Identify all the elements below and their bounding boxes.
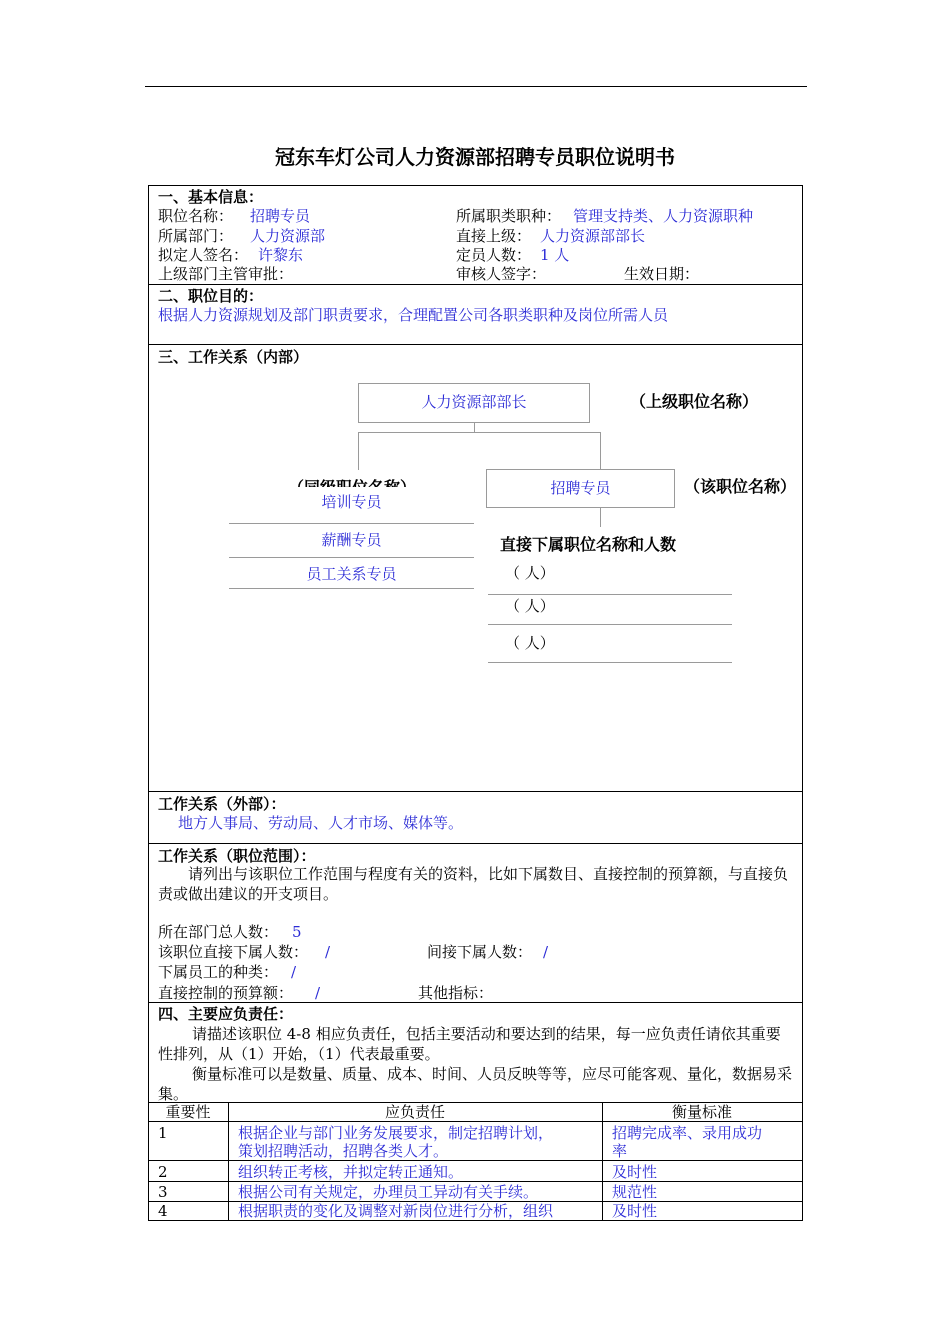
- section-divider: [148, 344, 802, 345]
- row-responsibility: 根据企业与部门业务发展要求，制定招聘计划，: [238, 1124, 554, 1142]
- effective-date-label: 生效日期：: [624, 265, 700, 283]
- approval-label: 上级部门主管审批：: [158, 265, 294, 283]
- direct-subordinates-value: /: [325, 943, 331, 961]
- department-value: 人力资源部: [250, 227, 326, 245]
- category-value: 管理支持类、人力资源职种: [573, 207, 754, 225]
- org-connector: [358, 432, 359, 470]
- row-standard-cont: 率: [612, 1142, 628, 1160]
- subordinate-item: （ 人）: [505, 564, 555, 582]
- peer-divider: [229, 588, 474, 589]
- peer-item: 员工关系专员: [306, 565, 397, 583]
- row-rank: 2: [158, 1163, 168, 1181]
- budget-value: /: [315, 984, 321, 1002]
- table-left-border: [148, 185, 149, 1221]
- department-label: 所属部门：: [158, 227, 234, 245]
- external-relations-text: 地方人事局、劳动局、人才市场、媒体等。: [178, 814, 464, 832]
- indirect-subordinates-value: /: [543, 943, 549, 961]
- org-connector: [600, 432, 601, 470]
- row-responsibility-cont: 策划招聘活动，招聘各类人才。: [238, 1142, 449, 1160]
- peer-divider: [229, 557, 474, 558]
- column-header-importance: 重要性: [165, 1103, 211, 1121]
- section-divider: [148, 284, 802, 285]
- self-position-box: 招聘专员: [486, 469, 675, 508]
- header-rule: [145, 86, 807, 87]
- scope-heading: 工作关系（职位范围）：: [158, 847, 316, 865]
- position-name-label: 职位名称：: [158, 207, 234, 225]
- table-right-border: [802, 185, 803, 1221]
- scope-intro: 请列出与该职位工作范围与程度有关的资料，比如下属数目、直接控制的预算额，与直接负责或做出建议的开支项目。: [158, 865, 789, 903]
- row-rank: 1: [158, 1124, 168, 1142]
- row-responsibility: 根据公司有关规定，办理员工异动有关手续。: [238, 1183, 539, 1201]
- purpose-text: 根据人力资源规划及部门职责要求，合理配置公司各职类职种及岗位所需人员: [158, 306, 669, 324]
- category-label: 所属职类职种：: [456, 207, 562, 225]
- position-name-value: 招聘专员: [250, 207, 311, 225]
- subordinate-divider: [488, 594, 732, 595]
- row-responsibility: 根据职责的变化及调整对新岗位进行分析，组织: [238, 1202, 554, 1220]
- row-standard: 招聘完成率、录用成功: [612, 1124, 763, 1142]
- superior-position-note: （上级职位名称）: [630, 392, 759, 411]
- headcount-value: 1 人: [540, 246, 570, 264]
- drafter-value: 许黎东: [258, 246, 304, 264]
- peer-divider: [229, 523, 474, 524]
- duties-intro-1: 请描述该职位 4-8 相应负责任，包括主要活动和要达到的结果，每一应负责任请依其重要性排列，从（1）开始，（1）代表最重要。: [158, 1025, 781, 1063]
- other-indicators-label: 其他指标：: [418, 984, 494, 1002]
- purpose-heading: 二、职位目的：: [158, 287, 264, 305]
- subordinate-divider: [488, 662, 732, 663]
- superior-label: 直接上级：: [456, 227, 532, 245]
- dept-total-label: 所在部门总人数：: [158, 923, 279, 941]
- row-standard: 规范性: [612, 1183, 658, 1201]
- section-divider: [148, 791, 802, 792]
- subordinate-types-label: 下属员工的种类：: [158, 963, 279, 981]
- row-rank: 4: [158, 1202, 168, 1220]
- subordinate-item: （ 人）: [505, 634, 555, 652]
- org-connector: [474, 422, 475, 432]
- indirect-subordinates-label: 间接下属人数：: [427, 943, 533, 961]
- section-divider: [148, 843, 802, 844]
- internal-relations-heading: 三、工作关系（内部）: [158, 348, 309, 366]
- dept-total-value: 5: [292, 923, 302, 941]
- basic-info-heading: 一、基本信息：: [158, 188, 264, 206]
- subordinate-item: （ 人）: [505, 597, 555, 615]
- org-connector: [358, 432, 600, 433]
- superior-value: 人力资源部部长: [540, 227, 646, 245]
- page-title: 冠东车灯公司人力资源部招聘专员职位说明书: [275, 145, 675, 169]
- peer-item: 培训专员: [321, 493, 382, 511]
- column-header-responsibility: 应负责任: [384, 1103, 445, 1121]
- subordinate-types-value: /: [291, 963, 297, 981]
- duties-intro-2: 衡量标准可以是数量、质量、成本、时间、人员反映等等，应尽可能客观、量化，数据易采集。: [158, 1065, 793, 1103]
- drafter-label: 拟定人签名：: [158, 246, 249, 264]
- peer-item: 薪酬专员: [321, 531, 382, 549]
- peer-list: [229, 487, 474, 591]
- budget-label: 直接控制的预算额：: [158, 984, 294, 1002]
- org-connector: [600, 507, 601, 527]
- direct-subordinates-label: 该职位直接下属人数：: [158, 943, 309, 961]
- external-relations-heading: 工作关系（外部）：: [158, 795, 286, 813]
- row-rank: 3: [158, 1183, 168, 1201]
- table-top-border: [148, 185, 802, 186]
- superior-position-box: 人力资源部部长: [358, 383, 590, 423]
- self-position-note: （该职位名称）: [684, 477, 800, 497]
- row-standard: 及时性: [612, 1163, 658, 1181]
- row-standard: 及时性: [612, 1202, 658, 1220]
- row-responsibility: 组织转正考核，并拟定转正通知。: [238, 1163, 464, 1181]
- headcount-label: 定员人数：: [456, 246, 532, 264]
- column-header-standard: 衡量标准: [671, 1103, 732, 1121]
- reviewer-label: 审核人签字：: [456, 265, 547, 283]
- duties-heading: 四、主要应负责任：: [158, 1005, 294, 1023]
- subordinate-divider: [488, 624, 732, 625]
- subordinates-heading: 直接下属职位名称和人数: [500, 535, 677, 554]
